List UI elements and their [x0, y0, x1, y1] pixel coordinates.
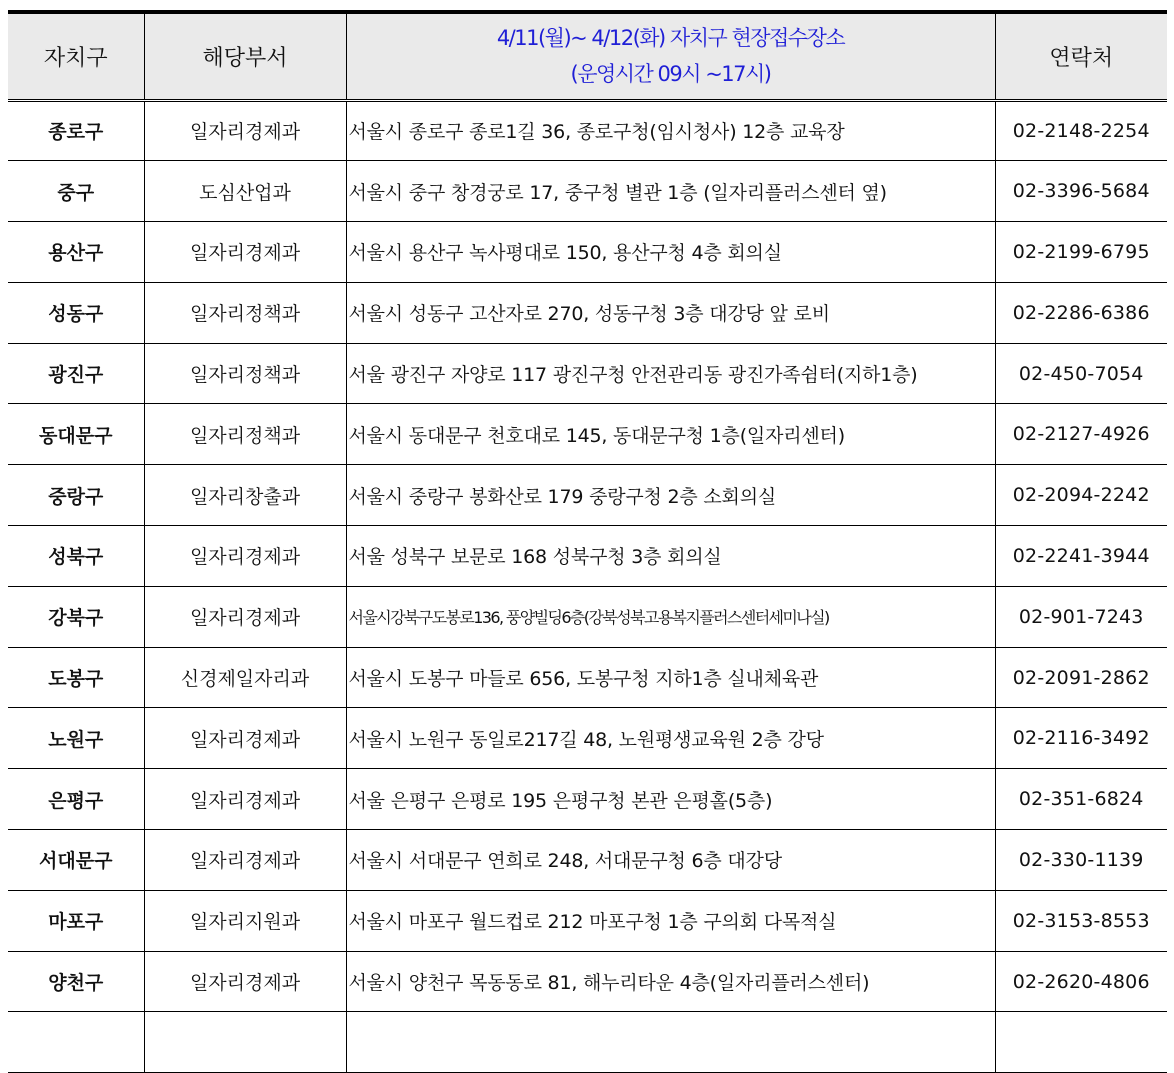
empty-cell	[8, 1012, 144, 1073]
address-cell: 서울시 양천구 목동동로 81, 해누리타운 4층(일자리플러스센터)	[346, 951, 995, 1012]
district-cell: 마포구	[8, 890, 144, 951]
empty-cell	[995, 1012, 1167, 1073]
phone-cell: 02-2094-2242	[995, 465, 1167, 526]
department-cell: 일자리경제과	[144, 830, 346, 891]
department-cell: 일자리지원과	[144, 890, 346, 951]
district-cell: 성동구	[8, 282, 144, 343]
address-cell: 서울시 동대문구 천호대로 145, 동대문구청 1층(일자리센터)	[346, 404, 995, 465]
district-cell: 종로구	[8, 100, 144, 161]
address-cell: 서울 성북구 보문로 168 성북구청 3층 회의실	[346, 526, 995, 587]
table-row	[8, 343, 1167, 404]
address-cell: 서울시 서대문구 연희로 248, 서대문구청 6층 대강당	[346, 830, 995, 891]
phone-cell: 02-351-6824	[995, 769, 1167, 830]
table-row	[8, 769, 1167, 830]
address-cell: 서울 광진구 자양로 117 광진구청 안전관리동 광진가족쉼터(지하1층)	[346, 343, 995, 404]
table-row-partial	[8, 1012, 1167, 1073]
address-cell: 서울시 노원구 동일로217길 48, 노원평생교육원 2층 강당	[346, 708, 995, 769]
table-row	[8, 526, 1167, 587]
department-cell: 일자리정책과	[144, 343, 346, 404]
district-cell: 동대문구	[8, 404, 144, 465]
header-contact: 연락처	[995, 12, 1167, 100]
department-cell: 일자리정책과	[144, 404, 346, 465]
department-cell: 일자리경제과	[144, 526, 346, 587]
district-cell: 성북구	[8, 526, 144, 587]
empty-cell	[346, 1012, 995, 1073]
table-row	[8, 890, 1167, 951]
table-body	[8, 100, 1167, 1073]
department-cell: 일자리정책과	[144, 282, 346, 343]
table-row	[8, 161, 1167, 222]
phone-cell: 02-2241-3944	[995, 526, 1167, 587]
address-cell: 서울시 종로구 종로1길 36, 종로구청(임시청사) 12층 교육장	[346, 100, 995, 161]
address-cell: 서울시 성동구 고산자로 270, 성동구청 3층 대강당 앞 로비	[346, 282, 995, 343]
department-cell: 일자리경제과	[144, 951, 346, 1012]
department-cell: 도심산업과	[144, 161, 346, 222]
header-department: 해당부서	[144, 12, 346, 100]
address-cell: 서울시 중랑구 봉화산로 179 중랑구청 2층 소회의실	[346, 465, 995, 526]
header-row	[8, 12, 1167, 100]
table-row	[8, 404, 1167, 465]
phone-cell: 02-3396-5684	[995, 161, 1167, 222]
phone-cell: 02-2286-6386	[995, 282, 1167, 343]
address-cell: 서울시 마포구 월드컵로 212 마포구청 1층 구의회 다목적실	[346, 890, 995, 951]
phone-cell: 02-2620-4806	[995, 951, 1167, 1012]
registration-sites-table	[8, 10, 1167, 1073]
address-cell: 서울시 용산구 녹사평대로 150, 용산구청 4층 회의실	[346, 222, 995, 283]
phone-cell: 02-901-7243	[995, 586, 1167, 647]
district-cell: 용산구	[8, 222, 144, 283]
district-cell: 강북구	[8, 586, 144, 647]
district-cell: 노원구	[8, 708, 144, 769]
department-cell: 신경제일자리과	[144, 647, 346, 708]
table-row	[8, 830, 1167, 891]
district-cell: 서대문구	[8, 830, 144, 891]
district-cell: 광진구	[8, 343, 144, 404]
district-cell: 도봉구	[8, 647, 144, 708]
district-cell: 중구	[8, 161, 144, 222]
department-cell: 일자리경제과	[144, 222, 346, 283]
phone-cell: 02-2091-2862	[995, 647, 1167, 708]
address-cell: 서울시 도봉구 마들로 656, 도봉구청 지하1층 실내체육관	[346, 647, 995, 708]
phone-cell: 02-2148-2254	[995, 100, 1167, 161]
district-cell: 양천구	[8, 951, 144, 1012]
department-cell: 일자리경제과	[144, 708, 346, 769]
table-row	[8, 586, 1167, 647]
department-cell: 일자리경제과	[144, 100, 346, 161]
district-cell: 중랑구	[8, 465, 144, 526]
table-row	[8, 282, 1167, 343]
table-row	[8, 465, 1167, 526]
table-row	[8, 222, 1167, 283]
table-row	[8, 100, 1167, 161]
header-site-line2: (운영시간 09시 ~17시)	[570, 62, 771, 87]
table-row	[8, 951, 1167, 1012]
table-header	[8, 12, 1167, 100]
phone-cell: 02-450-7054	[995, 343, 1167, 404]
address-cell: 서울시강북구도봉로136, 풍양빌딩6층(강북성북고용복지플러스센터세미나실)	[346, 586, 995, 647]
phone-cell: 02-330-1139	[995, 830, 1167, 891]
phone-cell: 02-3153-8553	[995, 890, 1167, 951]
district-cell: 은평구	[8, 769, 144, 830]
department-cell: 일자리경제과	[144, 586, 346, 647]
table-row	[8, 647, 1167, 708]
header-site	[346, 12, 995, 100]
phone-cell: 02-2127-4926	[995, 404, 1167, 465]
header-district: 자치구	[8, 12, 144, 100]
department-cell: 일자리경제과	[144, 769, 346, 830]
address-cell: 서울 은평구 은평로 195 은평구청 본관 은평홀(5층)	[346, 769, 995, 830]
empty-cell	[144, 1012, 346, 1073]
header-site-line1: 4/11(월)~ 4/12(화) 자치구 현장접수장소	[496, 26, 845, 51]
department-cell: 일자리창출과	[144, 465, 346, 526]
table-row	[8, 708, 1167, 769]
phone-cell: 02-2199-6795	[995, 222, 1167, 283]
address-cell: 서울시 중구 창경궁로 17, 중구청 별관 1층 (일자리플러스센터 옆)	[346, 161, 995, 222]
phone-cell: 02-2116-3492	[995, 708, 1167, 769]
